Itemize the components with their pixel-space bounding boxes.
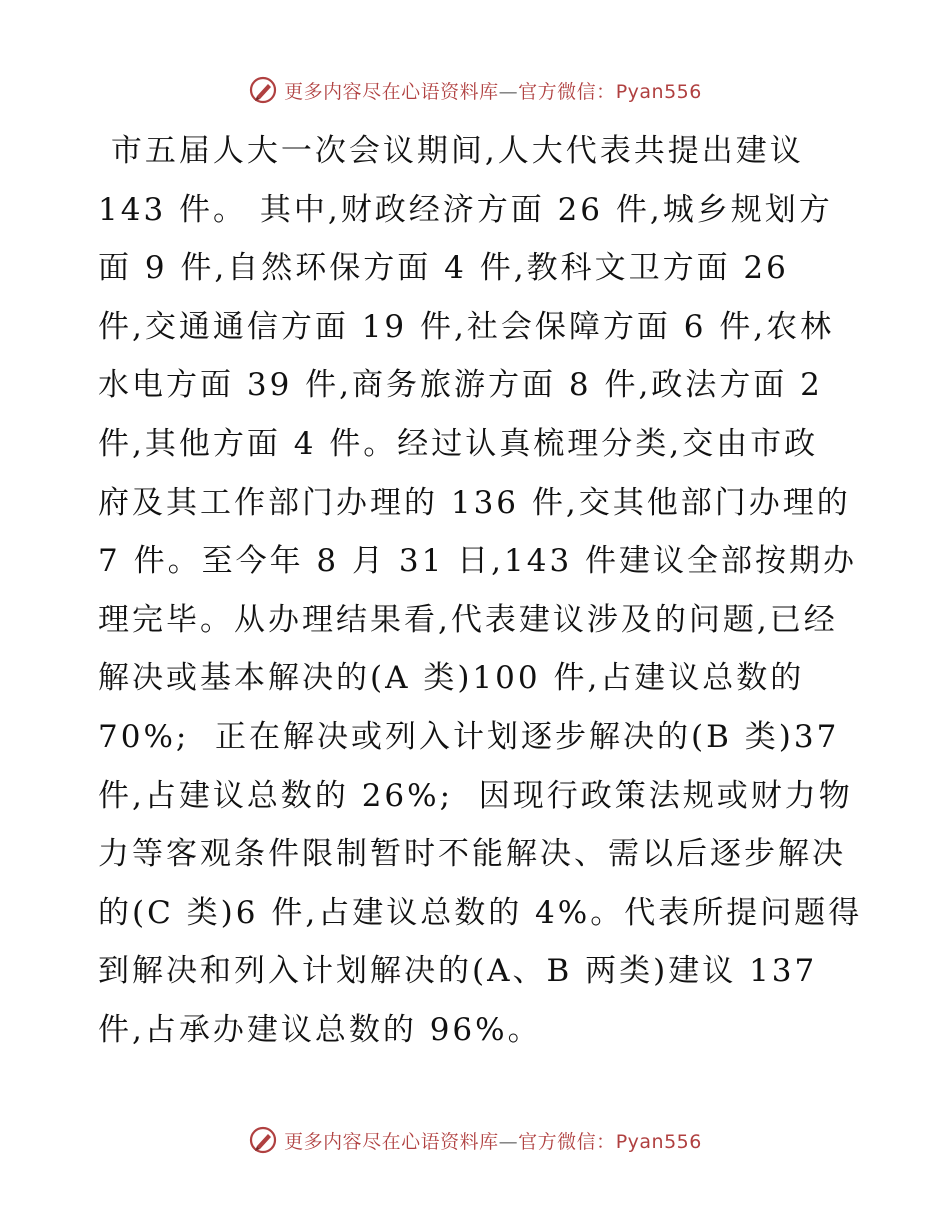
body-line: 力等客观条件限制暂时不能解决、需以后逐步解决 <box>98 836 846 873</box>
footer-watermark <box>0 1120 950 1160</box>
body-line: 7 件。至今年 8 月 31 日,143 件建议全部按期办 <box>98 543 858 580</box>
body-line: 件,占建议总数的 26%; 因现行政策法规或财力物 <box>98 777 853 814</box>
pen-seal-icon <box>248 1125 278 1155</box>
body-line: 件,占承办建议总数的 96%。 <box>98 1011 542 1048</box>
body-line: 的(C 类)6 件,占建议总数的 4%。代表所提问题得 <box>98 894 863 931</box>
watermark-brand: 更多内容尽在心语资料库 <box>284 80 499 103</box>
header-watermark <box>0 70 950 110</box>
body-line: 件,交通通信方面 19 件,社会保障方面 6 件,农林 <box>98 308 835 345</box>
watermark-wechat-id: Pyan556 <box>615 80 702 103</box>
watermark-dash: — <box>498 1130 519 1153</box>
watermark-wechat-label: 官方微信： <box>518 1130 616 1153</box>
document-body <box>98 122 863 1060</box>
body-line: 面 9 件,自然环保方面 4 件,教科文卫方面 26 <box>98 250 789 287</box>
body-line: 理完毕。从办理结果看,代表建议涉及的问题,已经 <box>98 601 838 638</box>
body-line: 到解决和列入计划解决的(A、B 两类)建议 137 <box>98 953 818 990</box>
body-line: 70%; 正在解决或列入计划逐步解决的(B 类)37 <box>98 718 840 755</box>
pen-seal-icon <box>248 75 278 105</box>
body-line: 件,其他方面 4 件。经过认真梳理分类,交由市政 <box>98 425 819 462</box>
watermark-wechat-label: 官方微信： <box>518 80 616 103</box>
body-line: 市五届人大一次会议期间,人大代表共提出建议 <box>98 133 804 169</box>
watermark-wechat-id: Pyan556 <box>615 1130 702 1153</box>
watermark-text <box>284 1127 702 1154</box>
body-line: 水电方面 39 件,商务旅游方面 8 件,政法方面 2 <box>98 367 823 404</box>
watermark-dash: — <box>498 80 519 103</box>
watermark-text <box>284 77 702 104</box>
body-line: 解决或基本解决的(A 类)100 件,占建议总数的 <box>98 660 805 697</box>
body-line: 府及其工作部门办理的 136 件,交其他部门办理的 <box>98 484 851 521</box>
body-line: 143 件。 其中,财政经济方面 26 件,城乡规划方 <box>98 191 833 228</box>
watermark-brand: 更多内容尽在心语资料库 <box>284 1130 499 1153</box>
